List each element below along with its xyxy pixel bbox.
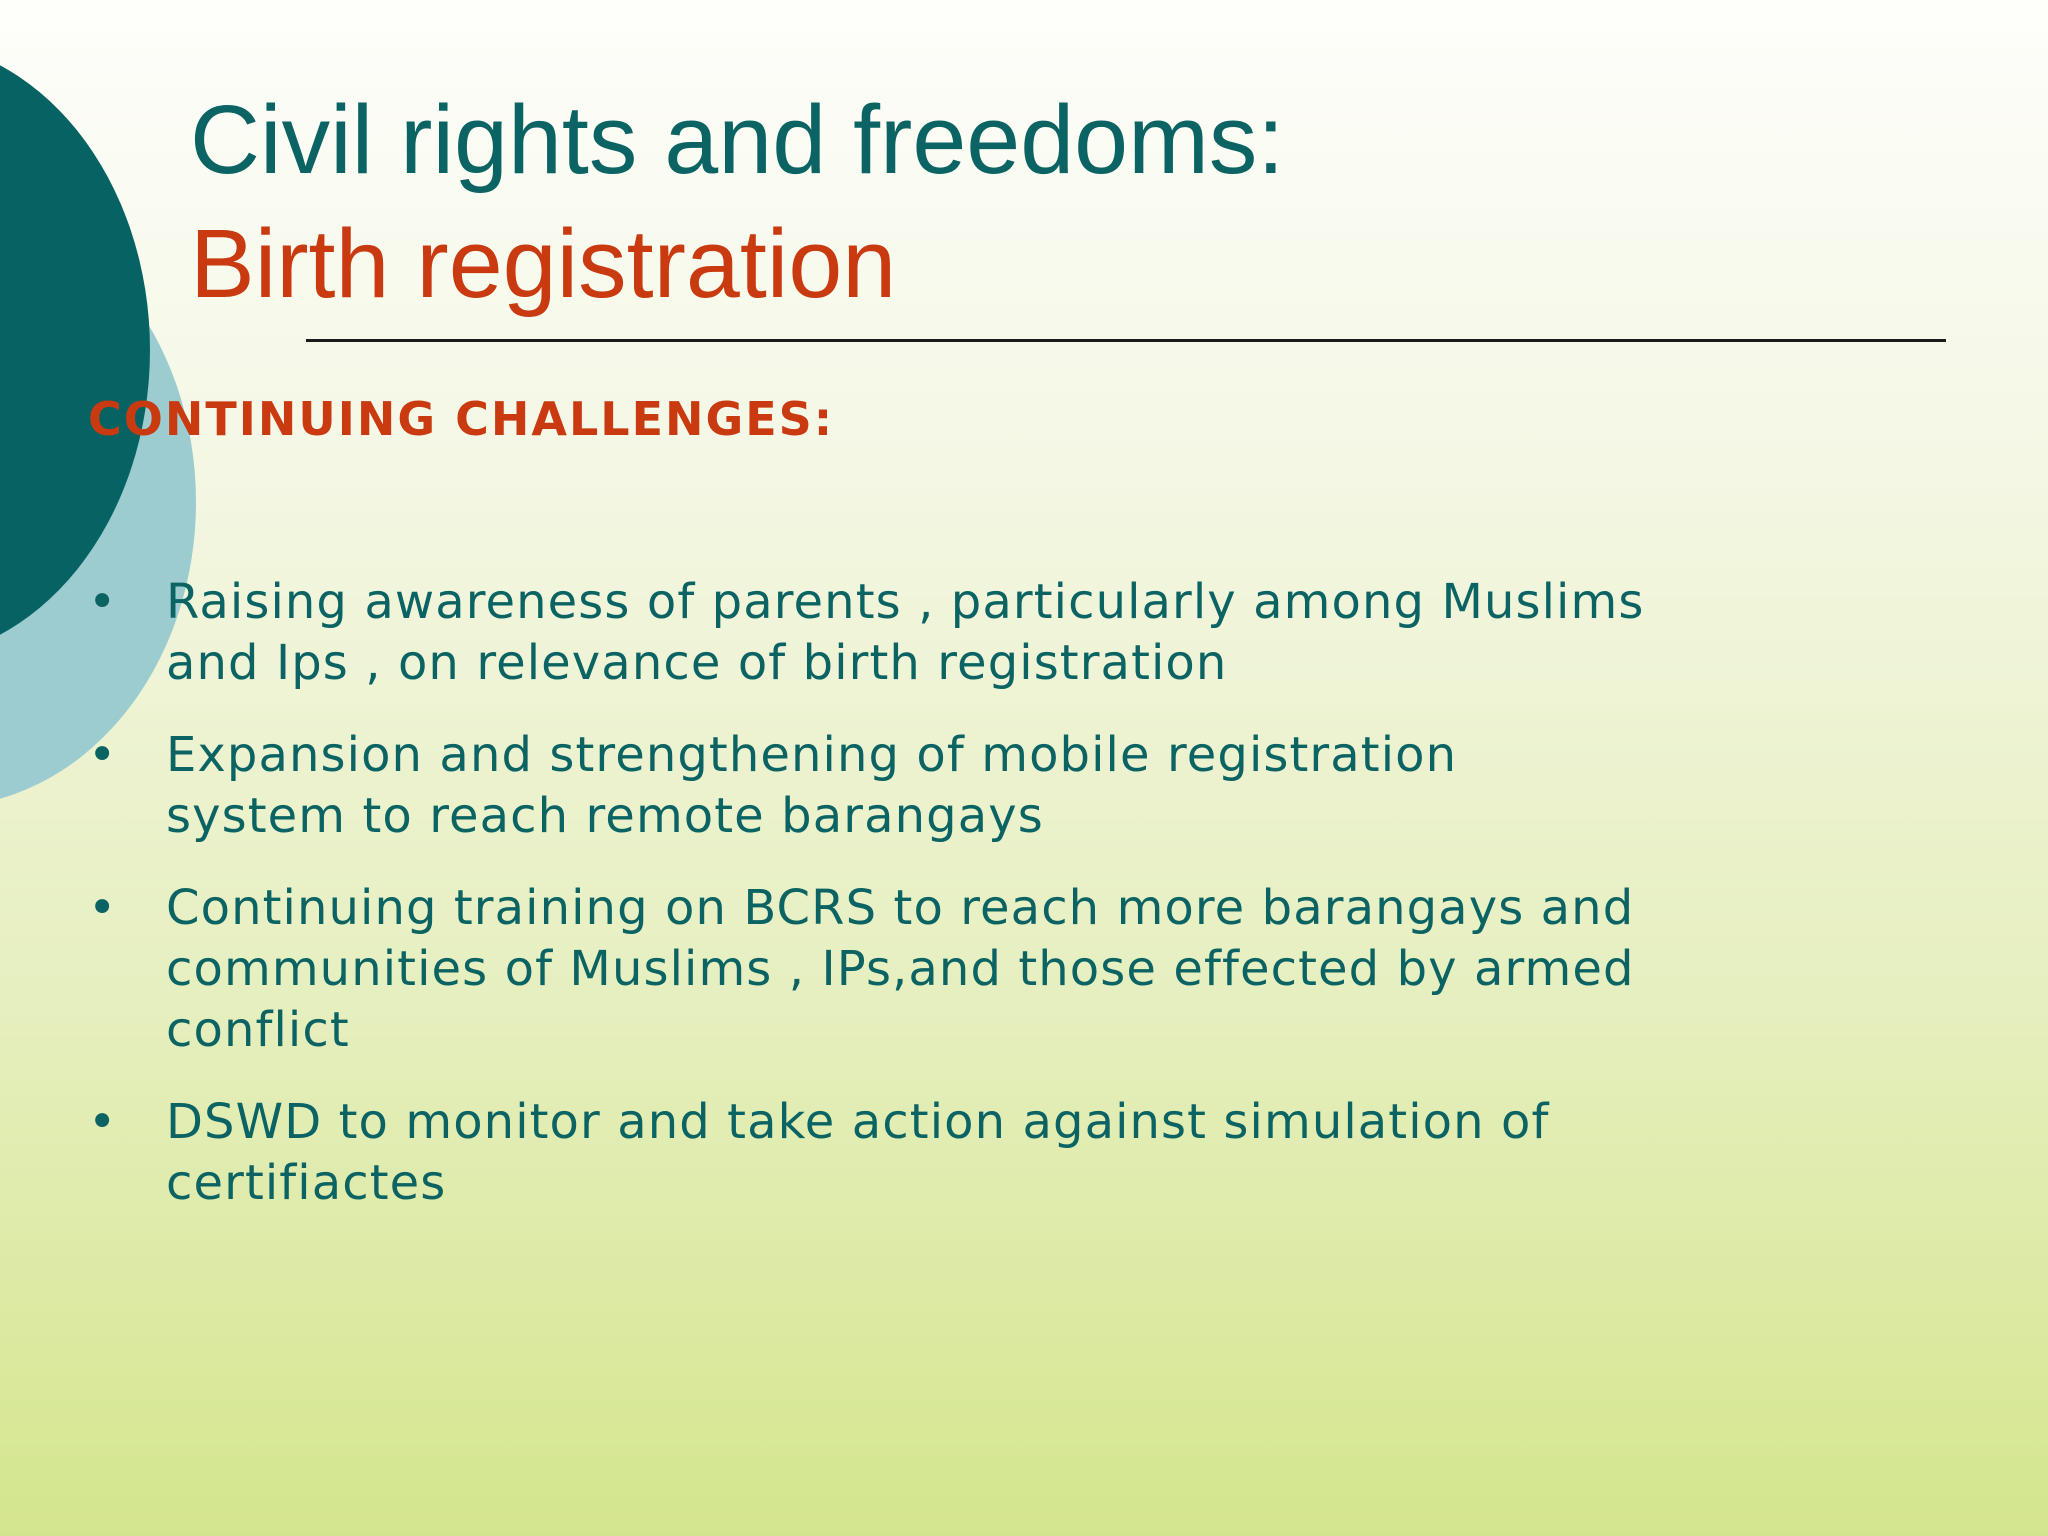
title-divider <box>306 339 1946 342</box>
bullet-dot-icon: • <box>88 880 118 936</box>
bullet-text: Expansion and strengthening of mobile registration system to reach remote barangays <box>166 727 1458 844</box>
bullet-dot-icon: • <box>88 727 118 783</box>
bullet-text: Raising awareness of parents , particularly among Muslims and Ips , on relevance of birth registration <box>166 574 1645 691</box>
bullet-item <box>88 878 1648 1061</box>
bullet-dot-icon: • <box>88 1094 118 1150</box>
bullet-text: DSWD to monitor and take action against simulation of certifiactes <box>166 1094 1550 1211</box>
bullet-text: Continuing training on BCRS to reach more barangays and communities of Muslims , IPs,and those effected by armed conflict <box>166 880 1635 1058</box>
bullet-dot-icon: • <box>88 574 118 630</box>
bullet-item <box>88 1092 1648 1214</box>
slide-title-line1: Civil rights and freedoms: <box>190 85 1285 194</box>
section-heading: CONTINUING CHALLENGES: <box>88 392 835 446</box>
bullet-item <box>88 572 1648 694</box>
slide-title-line2: Birth registration <box>190 209 897 318</box>
bullet-item <box>88 725 1648 847</box>
slide-title <box>190 78 1284 326</box>
bullet-list <box>88 572 1648 1245</box>
